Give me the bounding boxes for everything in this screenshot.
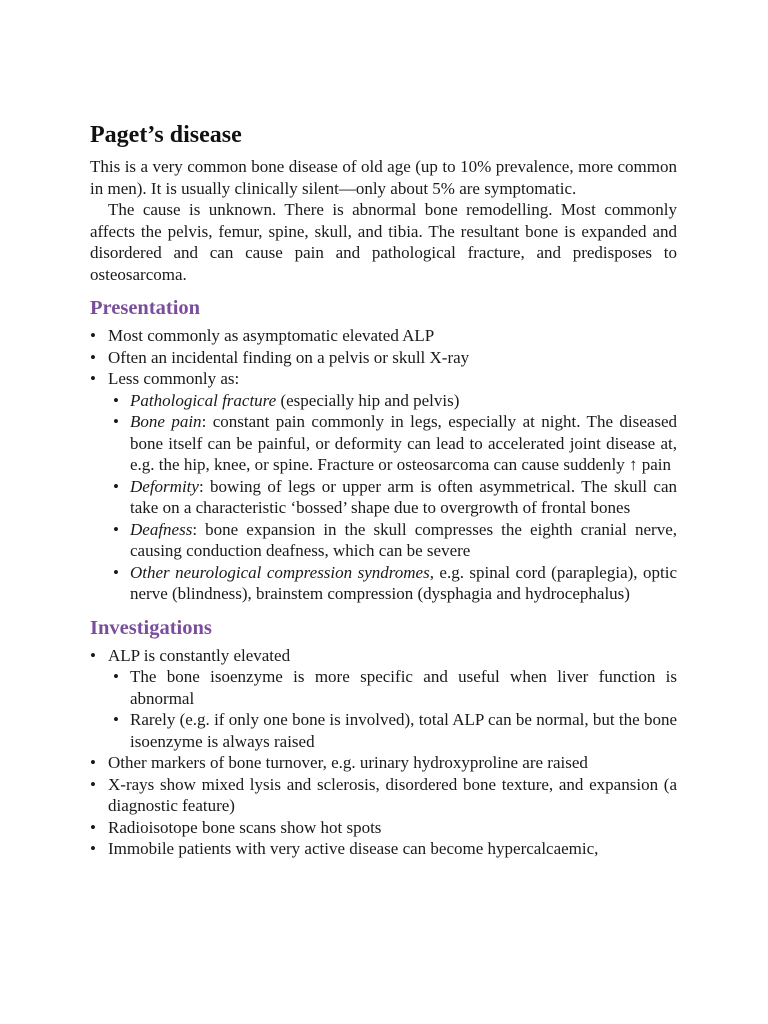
list-item: • Most commonly as asymptomatic elevated ALP [90,326,435,345]
investigations-heading: Investigations [90,616,212,639]
sub-list-item: • Bone pain: constant pain commonly in legs, especially at night. The diseased bone itself can be painful, or deformity can lead to accelerated joint disease at, e.g. the hip, knee, or spine. Fracture or osteosarcoma can cause suddenly ↑ pain [113,412,677,474]
presentation-list [90,325,677,390]
page-title: Paget’s disease [90,122,242,148]
bullet-icon: • [90,753,96,772]
investigations-list [90,645,677,667]
bullet-icon: • [90,817,96,837]
bullet-icon: • [113,476,119,496]
bullet-icon: • [90,774,96,794]
bullet-icon: • [113,412,119,431]
sub-list-item: • The bone isoenzyme is more specific and useful when liver function is abnormal [113,667,677,708]
sub-list-item: • Deafness: bone expansion in the skull compresses the eighth cranial nerve, causing conduction deafness, which can be severe [113,519,677,560]
page-content [90,121,677,860]
term: Pathological fracture [130,390,277,410]
bullet-icon: • [90,645,96,665]
term: Deafness [130,519,193,539]
bullet-icon: • [113,710,119,729]
term: Other neurological compression syndromes [130,562,430,582]
term: Bone pain [130,412,202,431]
bullet-icon: • [90,839,96,858]
intro-paragraph-2: The cause is unknown. There is abnormal bone remodelling. Most commonly affects the pelvis, femur, spine, skull, and tibia. The resultant bone is expanded and disordered and can cause pain and pathological fracture, and predisposes to osteosarcoma. [90,200,677,284]
sub-list-item: • Other neurological compression syndromes, e.g. spinal cord (paraplegia), optic nerve (blindness), brainstem compression (dysphagia and hydrocephalus) [113,562,677,603]
investigations-sublist [108,666,677,752]
presentation-sublist [108,390,677,605]
sub-list-item: • Rarely (e.g. if only one bone is involved), total ALP can be normal, but the bone isoenzyme is always raised [113,710,677,751]
term: Deformity [130,476,199,496]
bullet-icon: • [90,347,96,367]
list-item: • Immobile patients with very active disease can become hypercalcaemic, [90,839,599,858]
presentation-heading: Presentation [90,297,201,319]
list-item: • Often an incidental finding on a pelvis or skull X-ray [90,347,470,367]
bullet-icon: • [113,562,119,582]
bullet-icon: • [113,390,119,410]
sub-list-item: • Pathological fracture (especially hip and pelvis) [113,390,460,410]
list-item: • Other markers of bone turnover, e.g. urinary hydroxyproline are raised [90,753,588,772]
investigations-list-continued [90,752,677,860]
intro-paragraph-1: This is a very common bone disease of old age (up to 10% prevalence, more common in men). It is usually clinically silent—only about 5% are symptomatic. [90,157,677,198]
list-item: • Less commonly as: [90,369,240,388]
bullet-icon: • [113,519,119,539]
bullet-icon: • [90,369,96,388]
list-item: • ALP is constantly elevated [90,645,291,665]
list-item: • Radioisotope bone scans show hot spots [90,817,382,837]
bullet-icon: • [113,667,119,686]
sub-list-item: • Deformity: bowing of legs or upper arm is often asymmetrical. The skull can take on a characteristic ‘bossed’ shape due to overgrowth of frontal bones [113,476,677,517]
list-item: • X-rays show mixed lysis and sclerosis, disordered bone texture, and expansion (a diagnostic feature) [90,774,677,815]
bullet-icon: • [90,326,96,345]
